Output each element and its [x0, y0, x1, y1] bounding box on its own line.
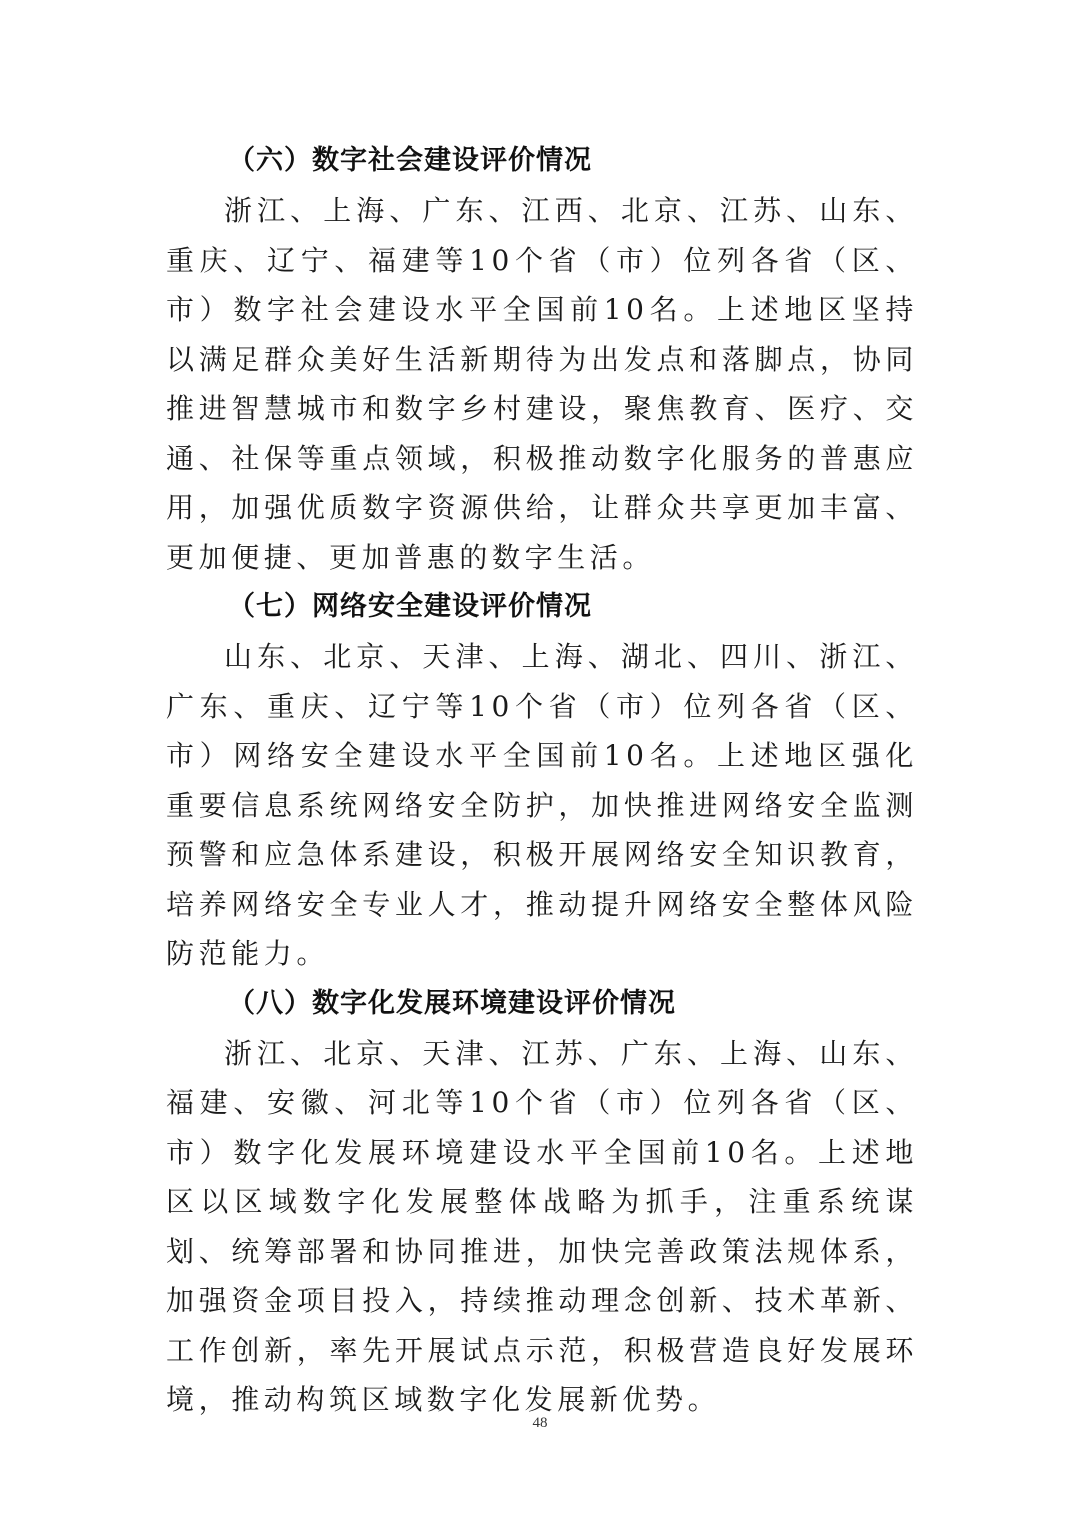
page-number: 48	[532, 1415, 548, 1431]
section-digital-society	[166, 136, 918, 582]
section-heading: （八）数字化发展环境建设评价情况	[228, 987, 676, 1019]
section-network-security	[166, 582, 918, 979]
document-content	[166, 136, 918, 1425]
section-digital-environment	[166, 979, 918, 1425]
section-paragraph: 浙江、上海、广东、江西、北京、江苏、山东、重庆、辽宁、福建等10个省（市）位列各省（区、市）数字社会建设水平全国前10名。上述地区坚持以满足群众美好生活新期待为出发点和落脚点，协同推进智慧城市和数字乡村建设，聚焦教育、医疗、交通、社保等重点领域，积极推动数字化服务的普惠应用，加强优质数字资源供给，让群众共享更加丰富、更加便捷、更加普惠的数字生活。	[166, 194, 918, 574]
section-heading: （六）数字社会建设评价情况	[228, 145, 592, 176]
section-paragraph: 山东、北京、天津、上海、湖北、四川、浙江、广东、重庆、辽宁等10个省（市）位列各省（区、市）网络安全建设水平全国前10名。上述地区强化重要信息系统网络安全防护，加快推进网络安全监测预警和应急体系建设，积极开展网络安全知识教育，培养网络安全专业人才，推动提升网络安全整体风险防范能力。	[166, 640, 918, 970]
section-heading: （七）网络安全建设评价情况	[228, 591, 592, 622]
section-paragraph: 浙江、北京、天津、江苏、广东、上海、山东、福建、安徽、河北等10个省（市）位列各省（区、市）数字化发展环境建设水平全国前10名。上述地区以区域数字化发展整体战略为抓手，注重系统谋划、统筹部署和协同推进，加快完善政策法规体系，加强资金项目投入，持续推动理念创新、技术革新、工作创新，率先开展试点示范，积极营造良好发展环境，推动构筑区域数字化发展新优势。	[166, 1036, 918, 1416]
